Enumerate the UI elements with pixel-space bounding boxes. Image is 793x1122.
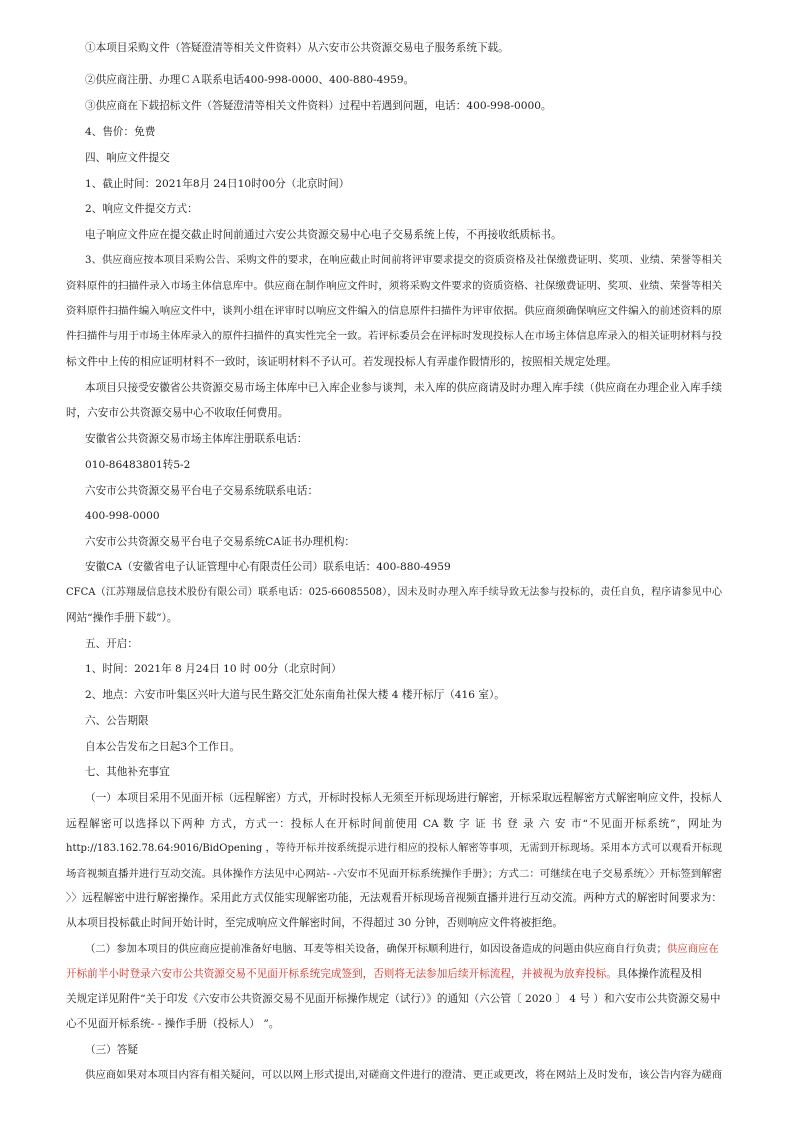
paragraph: CFCA（江苏翔晟信息技术股份有限公司）联系电话：025-66085508），因未及时办理入库手续导致无法参与投标的，责任自负，程序请参见中心 <box>66 587 722 598</box>
paragraph: 3、供应商应按本项目采购公告、采购文件的要求，在响应截止时间前将评审要求提交的资质资格及社保缴费证明、奖项、业绩、荣誉等相关 <box>85 255 722 266</box>
section-heading: 六、公告期限 <box>85 715 149 727</box>
paragraph: 1、时间：2021年 8 月24日 10 时 00分（北京时间） <box>85 663 342 675</box>
paragraph: 2、响应文件提交方式： <box>85 203 198 215</box>
paragraph: 六安市公共资源交易平台电子交易系统CA证书办理机构： <box>85 536 356 548</box>
phone-number: 010-86483801转5-2 <box>85 459 191 471</box>
section-heading: 四、响应文件提交 <box>85 152 170 164</box>
paragraph: 场音视频直播并进行互动交流。具体操作方法见中心网站- -六安市不见面开标系统操作手册》；方式二：可继续在电子交易系统〉〉开标签到解密 <box>66 868 722 880</box>
paragraph <box>85 942 722 956</box>
paragraph: 关规定详见附件“关于印发《六安市公共资源交易不见面开标操作规定（试行）》的通知（六公管〔 2020 〕 4 号 ）和六安市公共资源交易中 <box>66 993 721 1005</box>
paragraph: ③供应商在下载招标文件（答疑澄清等相关文件资料）过程中若遇到问题，电话：400-998-0000。 <box>85 100 552 112</box>
paragraph: 资料原件的扫描件录入市场主体信息库中。供应商在制作响应文件时，须将采购文件要求的资质资格、社保缴费证明、奖项、业绩、荣誉等相关 <box>66 280 722 292</box>
highlighted-text: 供应商应在 <box>666 943 719 955</box>
paragraph: 资料原件扫描件编入响应文件中，谈判小组在评审时以响应文件编入的信息原件扫描件为评审依据。供应商须确保响应文件编入的前述资料的原 <box>66 305 722 317</box>
paragraph: 供应商如果对本项目内容有相关疑问，可以以网上形式提出,对磋商文件进行的澄清、更正或更改，将在网站上及时发布，该公告内容为磋商 <box>85 1069 723 1081</box>
section-heading: 五、开启： <box>85 638 138 650</box>
section-heading: （三）答疑 <box>85 1044 138 1056</box>
paragraph: 标文件中上传的相应证明材料不一致时，该证明材料不予认可。若发现投标人有弄虚作假情形的，按照相关规定处理。 <box>66 356 617 368</box>
paragraph: ②供应商注册、办理ＣＡ联系电话400-998-0000、400-880-4959。 <box>85 74 415 86</box>
paragraph: 安徽CA（安徽省电子认证管理中心有限责任公司）联系电话：400-880-4959 <box>85 561 451 573</box>
paragraph: 电子响应文件应在提交截止时间前通过六安公共资源交易中心电子交易系统上传，不再接收纸质标书。 <box>85 229 562 241</box>
paragraph: 本项目只接受安徽省公共资源交易市场主体库中已入库企业参与谈判，未入库的供应商请及时办理入库手续（供应商在办理企业入库手续 <box>85 382 722 394</box>
paragraph: http://183.162.78.64:9016/BidOpening ，等待开标并按系统提示进行相应的投标人解密等事项，无需到开标现场。采用本方式可以观看开标现 <box>66 843 722 854</box>
paragraph: 安徽省公共资源交易市场主体库注册联系电话： <box>85 433 308 445</box>
paragraph: 〉〉远程解密中进行解密操作。采用此方式仅能实现解密功能，无法观看开标现场音视频直播并进行互动交流。两种方式的解密时间要求为： <box>66 892 722 904</box>
highlighted-text: 开标前半小时登录六安市公共资源交易不见面开标系统完成签到，否则将无法参加后续开标流程，并被视为放弃投标。 <box>66 968 617 980</box>
paragraph: 网站“操作手册下载”）。 <box>66 612 178 624</box>
paragraph-text: （二）参加本项目的供应商应提前准备好电脑、耳麦等相关设备，确保开标顺利进行，如因设备造成的问题由供应商自行负责； <box>85 943 667 955</box>
paragraph: 从本项目投标截止时间开始计时，至完成响应文件解密时间，不得超过 30 分钟，否则响应文件将被拒绝。 <box>66 917 563 929</box>
paragraph: （一）本项目采用不见面开标（远程解密）方式，开标时投标人无须至开标现场进行解密，开标采取远程解密方式解密响应文件，投标人 <box>85 792 722 804</box>
paragraph: 4、售价：免费 <box>85 126 156 138</box>
paragraph: 2、地点：六安市叶集区兴叶大道与民生路交汇处东南角社保大楼 4 楼开标厅（416 室）。 <box>85 689 505 701</box>
paragraph: 远程解密可以选择以下两种 方式，方式一：投标人在开标时间前使用 CA 数 字 证 书 登 录 六 安 市“不见面开标系统”，网址为 <box>66 818 723 830</box>
phone-number: 400-998-0000 <box>85 510 160 522</box>
paragraph: ①本项目采购文件（答疑澄清等相关文件资料）从六安市公共资源交易电子服务系统下载。 <box>85 42 509 54</box>
paragraph: 六安市公共资源交易平台电子交易系统联系电话： <box>85 485 319 497</box>
paragraph: 心不见面开标系统- - 操作手册（投标人） ”。 <box>66 1018 280 1030</box>
paragraph-text: 具体操作流程及相 <box>616 968 702 980</box>
paragraph: 自本公告发布之日起3个工作日。 <box>85 741 241 753</box>
paragraph: 件扫描件与用于市场主体库录入的原件扫描件的真实性完全一致。若评标委员会在评标时发现投标人在市场主体信息库录入的相关证明材料与投 <box>66 330 722 342</box>
section-heading: 七、其他补充事宜 <box>85 766 170 778</box>
paragraph: 1、截止时间：2021年8月 24日10时00分（北京时间） <box>85 178 350 190</box>
paragraph <box>66 967 722 981</box>
paragraph: 时，六安市公共资源交易中心不收取任何费用。 <box>66 407 289 419</box>
